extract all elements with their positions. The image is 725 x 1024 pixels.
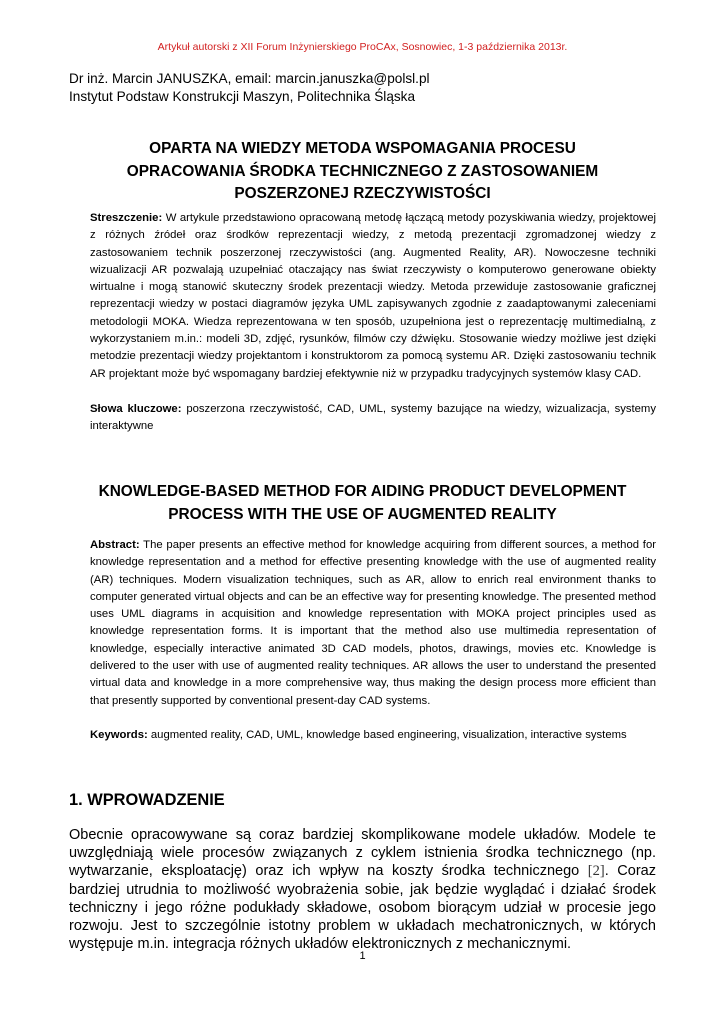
abstract-en-label: Abstract:	[90, 539, 140, 551]
abstract-polish	[90, 210, 656, 383]
citation-reference: [2]	[587, 863, 605, 880]
abstract-pl-text: W artykule przedstawiono opracowaną metodę łączącą metody pozyskiwania wiedzy, projektowej z różnych źródeł oraz środków reprezentacji wiedzy, z metodą prezentacji zgromadzonej wiedzy z zastosowaniem technik poszerzonej rzeczywistości (ang. Augmented Reality, AR). Nowoczesne techniki wizualizacji AR pozwalają uzupełniać otaczający nas świat rzeczywisty o komputerowo generowane obiekty wirtualne i mogą stanowić skuteczny środek prezentacji wiedzy. Metoda przewiduje zastosowanie graficznej reprezentacji wiedzy w postaci diagramów języka UML zapisywanych zgodnie z zaadaptowanymi zaleceniami metodologii MOKA. Wiedza reprezentowana w ten sposób, uzupełniona jest o reprezentację multimedialną, z wykorzystaniem m.in.: modeli 3D, zdjęć, rysunków, filmów czy dźwięku. Stosowanie wiedzy możliwe jest dzięki metodzie prezentacji wiedzy projektantom i konstruktorom za pomocą systemu AR. Dzięki zastosowaniu technik AR projektant może być wspomagany bardziej efektywnie niż w przypadku tradycyjnych systemów klasy CAD.	[90, 212, 656, 380]
keywords-english	[90, 727, 656, 744]
author-line-affiliation: Instytut Podstaw Konstrukcji Maszyn, Politechnika Śląska	[69, 89, 416, 104]
abstract-english	[90, 537, 656, 710]
conference-header-note: Artykuł autorski z XII Forum Inżynierskiego ProCAx, Sosnowiec, 1-3 października 2013r.	[157, 41, 568, 53]
keywords-pl-label: Słowa kluczowe:	[90, 403, 182, 415]
keywords-en-text: augmented reality, CAD, UML, knowledge based engineering, visualization, interactive systems	[147, 729, 627, 741]
title-english	[60, 481, 665, 526]
title-polish	[60, 138, 665, 206]
abstract-pl-label: Streszczenie:	[90, 212, 163, 224]
keywords-polish	[90, 401, 656, 436]
intro-text-part1: Obecnie opracowywane są coraz bardziej skomplikowane modele układów. Modele te uwzględniają wiele procesów związanych z cyklem istnienia środka technicznego (np. wytwarzanie, eksploatację) oraz ich wpływ na koszty środka technicznego	[69, 827, 656, 880]
abstract-en-text: The paper presents an effective method for knowledge acquiring from different sources, a method for knowledge representation and a method for effective presenting knowledge with the use of augmented reality (AR) techniques. Modern visualization techniques, such as AR, allow to enrich real environment thanks to computer generated virtual objects and can be an effective way for presenting knowledge. The presented method uses UML diagrams in acquisition and knowledge representation with MOKA project principles used as knowledge representation forms. It is important that the method also use multimedia representation of knowledge, especially interactive animated 3D CAD models, photos, drawings, movies etc. Knowledge is delivered to the user with use of augmented reality techniques. AR allows the user to understand the presented virtual data and knowledge in a more comprehensive way, thus making the design process more efficient than that presently supported by conventional present-day CAD systems.	[90, 539, 656, 707]
title-pl-line: OPARTA NA WIEDZY METODA WSPOMAGANIA PROCESU	[149, 140, 576, 157]
title-en-line: PROCESS WITH THE USE OF AUGMENTED REALITY	[168, 505, 557, 523]
page-number: 1	[359, 950, 366, 962]
author-line-name-email: Dr inż. Marcin JANUSZKA, email: marcin.januszka@polsl.pl	[69, 71, 430, 86]
title-en-line: KNOWLEDGE-BASED METHOD FOR AIDING PRODUCT DEVELOPMENT	[98, 483, 627, 500]
author-block	[69, 70, 669, 106]
keywords-en-label: Keywords:	[90, 729, 148, 741]
intro-text-part2: . Coraz bardziej utrudnia to możliwość wyobrażenia sobie, jak będzie wyglądać i działać środek techniczny i jego różne podukłady składowe, osobom biorącym udział w procesie jego rozwoju. Jest to szczególnie istotny problem w układach mechatronicznych, w których występuje m.in. integracja różnych układów elektronicznych z mechanicznymi.	[69, 863, 656, 953]
section-heading-introduction: 1. WPROWADZENIE	[69, 791, 225, 809]
introduction-paragraph	[69, 826, 656, 953]
keywords-pl-text: poszerzona rzeczywistość, CAD, UML, systemy bazujące na wiedzy, wizualizacja, systemy interaktywne	[90, 403, 656, 433]
title-pl-line: OPRACOWANIA ŚRODKA TECHNICZNEGO Z ZASTOSOWANIEM	[126, 162, 599, 180]
title-pl-line: POSZERZONEJ RZECZYWISTOŚCI	[234, 185, 491, 202]
